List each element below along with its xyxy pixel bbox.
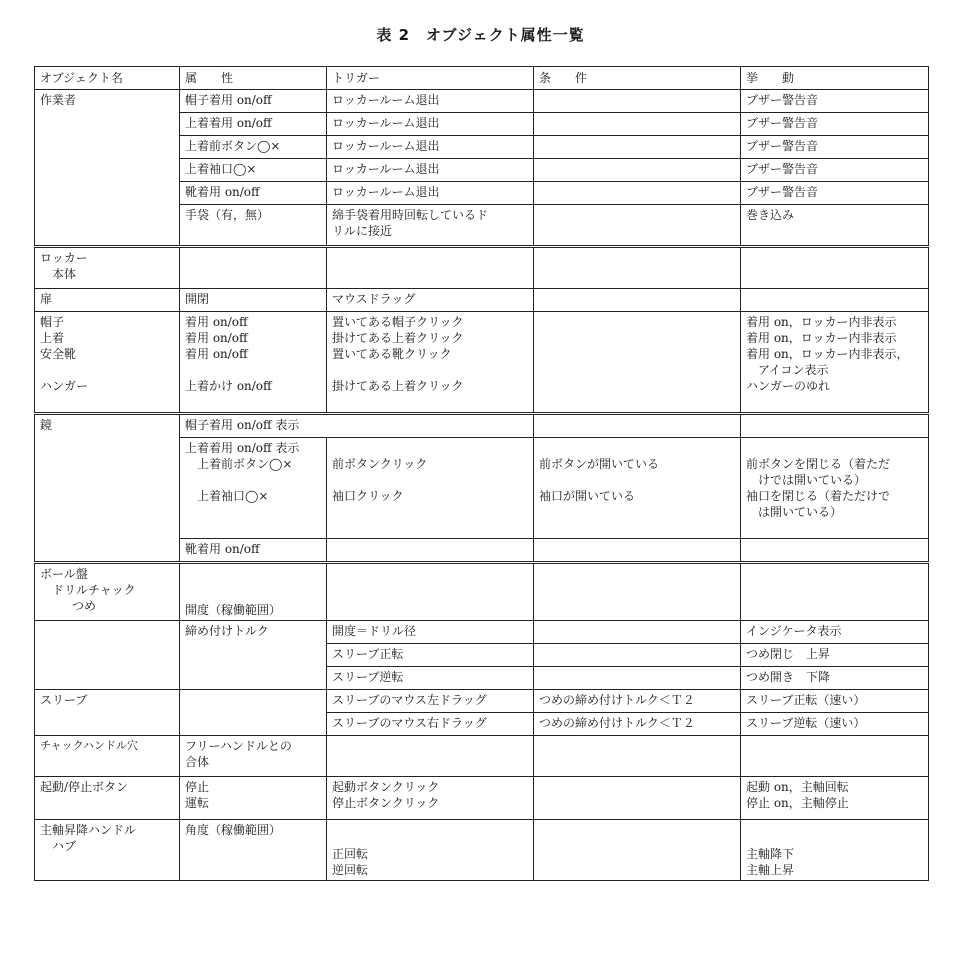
condition-cell (534, 113, 741, 136)
table-row (35, 289, 929, 312)
table-row (35, 736, 929, 777)
condition-cell (534, 539, 741, 563)
table-title: 表 2 オブジェクト属性一覧 (376, 26, 585, 44)
trigger-cell (327, 539, 534, 563)
attr-cell: 手袋（有，無） (180, 205, 327, 247)
condition-cell (534, 644, 741, 667)
behavior-cell: ブザー警告音 (741, 113, 929, 136)
condition-cell (534, 159, 741, 182)
behavior-cell: ブザー警告音 (741, 90, 929, 113)
attr-cell: 帽子着用 on/off 表示 (180, 414, 534, 438)
attr-cell: フリーハンドルとの 合体 (180, 736, 327, 777)
condition-cell (534, 414, 741, 438)
condition-cell (534, 289, 741, 312)
object-spindle-handle-hub: 主軸昇降ハンドル ハブ (35, 820, 180, 881)
object-attribute-table (34, 66, 929, 881)
attr-cell: 締め付けトルク (180, 621, 327, 690)
table-row (35, 820, 929, 881)
behavior-cell: つめ開き 下降 (741, 667, 929, 690)
object-locker: ロッカー 本体 (35, 247, 180, 289)
behavior-cell (741, 539, 929, 563)
attr-cell: 開閉 (180, 289, 327, 312)
trigger-cell: マウスドラッグ (327, 289, 534, 312)
trigger-cell: 正回転 逆回転 (327, 820, 534, 881)
table-row (35, 414, 929, 438)
trigger-cell: 置いてある帽子クリック 掛けてある上着クリック 置いてある靴クリック 掛けてある上着クリック (327, 312, 534, 414)
behavior-cell: スリーブ逆転（速い） (741, 713, 929, 736)
behavior-cell: インジケータ表示 (741, 621, 929, 644)
behavior-cell: 主軸降下 主軸上昇 (741, 820, 929, 881)
condition-cell (534, 667, 741, 690)
condition-cell (534, 90, 741, 113)
header-attribute: 属 性 (180, 67, 327, 90)
table-row (35, 247, 929, 289)
table-row (35, 90, 929, 113)
condition-cell: つめの締め付けトルク＜Ｔ２ (534, 690, 741, 713)
behavior-cell (741, 247, 929, 289)
object-worker: 作業者 (35, 90, 180, 247)
object-start-stop-button: 起動/停止ボタン (35, 777, 180, 820)
trigger-cell: ロッカールーム退出 (327, 113, 534, 136)
condition-cell (534, 820, 741, 881)
behavior-cell: 起動 on，主軸回転 停止 on，主軸停止 (741, 777, 929, 820)
behavior-cell: ブザー警告音 (741, 159, 929, 182)
attr-cell: 上着着用 on/off (180, 113, 327, 136)
condition-cell (534, 182, 741, 205)
trigger-cell: ロッカールーム退出 (327, 90, 534, 113)
behavior-cell: ブザー警告音 (741, 182, 929, 205)
trigger-cell: スリーブ正転 (327, 644, 534, 667)
condition-cell (534, 247, 741, 289)
attr-cell: 着用 on/off 着用 on/off 着用 on/off 上着かけ on/off (180, 312, 327, 414)
behavior-cell: スリーブ正転（速い） (741, 690, 929, 713)
behavior-cell (741, 289, 929, 312)
behavior-cell: 着用 on，ロッカー内非表示 着用 on，ロッカー内非表示 着用 on，ロッカー内非表示， アイコン表示 ハンガーのゆれ (741, 312, 929, 414)
object-sleeve: スリーブ (35, 690, 180, 736)
table-row (35, 563, 929, 621)
attr-cell: 上着袖口◯× (180, 159, 327, 182)
trigger-cell: 綿手袋着用時回転しているド リルに接近 (327, 205, 534, 247)
trigger-cell: ロッカールーム退出 (327, 136, 534, 159)
object-chuck-handle-hole: チャックハンドル穴 (35, 736, 180, 777)
condition-cell: つめの締め付けトルク＜Ｔ２ (534, 713, 741, 736)
attr-cell: 靴着用 on/off (180, 182, 327, 205)
behavior-cell: ブザー警告音 (741, 136, 929, 159)
trigger-cell: ロッカールーム退出 (327, 182, 534, 205)
behavior-cell: 巻き込み (741, 205, 929, 247)
object-drill-press (35, 563, 180, 621)
condition-cell (534, 777, 741, 820)
object-locker-door: 扉 (35, 289, 180, 312)
trigger-cell: スリーブのマウス右ドラッグ (327, 713, 534, 736)
attr-cell: 帽子着用 on/off (180, 90, 327, 113)
trigger-cell: 起動ボタンクリック 停止ボタンクリック (327, 777, 534, 820)
attr-cell: 上着前ボタン◯× (180, 136, 327, 159)
attr-cell: 開度（稼働範囲） (180, 563, 327, 621)
behavior-cell (741, 563, 929, 621)
condition-cell (534, 621, 741, 644)
condition-cell (534, 736, 741, 777)
header-object-name: オブジェクト名 (35, 67, 180, 90)
table-row (35, 690, 929, 713)
header-behavior: 挙 動 (741, 67, 929, 90)
trigger-cell: 開度＝ドリル径 (327, 621, 534, 644)
trigger-cell: ロッカールーム退出 (327, 159, 534, 182)
drill-press-label: ボール盤 (40, 567, 88, 581)
attr-cell: 靴着用 on/off (180, 539, 327, 563)
header-trigger: トリガー (327, 67, 534, 90)
object-cell (35, 621, 180, 690)
attr-cell: 角度（稼働範囲） (180, 820, 327, 881)
condition-cell: 前ボタンが開いている 袖口が開いている (534, 438, 741, 539)
table-row (35, 312, 929, 414)
attr-cell (180, 247, 327, 289)
condition-cell (534, 205, 741, 247)
header-row (35, 67, 929, 90)
behavior-cell (741, 736, 929, 777)
drill-chuck-label: ドリルチャック (52, 583, 136, 597)
attr-cell (180, 690, 327, 736)
object-locker-items: 帽子 上着 安全靴 ハンガー (35, 312, 180, 414)
table-row (35, 777, 929, 820)
condition-cell (534, 136, 741, 159)
behavior-cell (741, 414, 929, 438)
trigger-cell (327, 563, 534, 621)
header-condition: 条 件 (534, 67, 741, 90)
object-mirror: 鏡 (35, 414, 180, 563)
jaw-label: つめ (72, 599, 97, 613)
condition-cell (534, 312, 741, 414)
condition-cell (534, 563, 741, 621)
trigger-cell (327, 736, 534, 777)
attr-cell: 上着着用 on/off 表示 上着前ボタン◯× 上着袖口◯× (180, 438, 327, 539)
trigger-cell (327, 247, 534, 289)
attr-cell: 停止 運転 (180, 777, 327, 820)
table-row (35, 621, 929, 644)
trigger-cell: 前ボタンクリック 袖口クリック (327, 438, 534, 539)
behavior-cell: つめ閉じ 上昇 (741, 644, 929, 667)
trigger-cell: スリーブ逆転 (327, 667, 534, 690)
behavior-cell: 前ボタンを閉じる（着ただ けでは開いている） 袖口を閉じる（着ただけで は開いている） (741, 438, 929, 539)
trigger-cell: スリーブのマウス左ドラッグ (327, 690, 534, 713)
